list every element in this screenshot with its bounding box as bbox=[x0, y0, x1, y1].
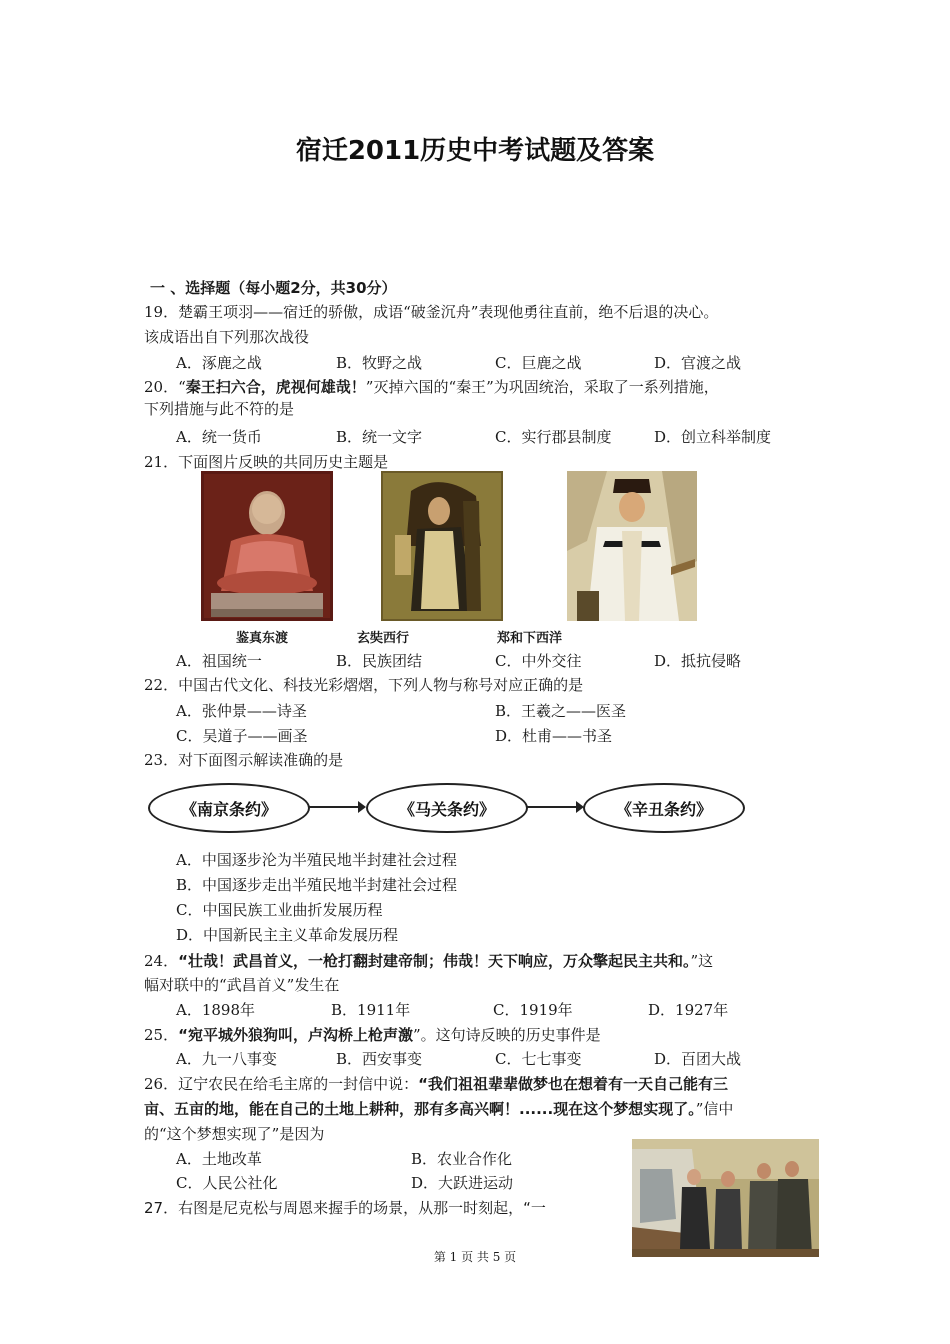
page-title: 宿迁2011历史中考试题及答案 bbox=[295, 136, 655, 166]
question-27-line-1: 27．右图是尼克松与周恩来握手的场景，从那一时刻起，“一 bbox=[144, 1199, 546, 1217]
q25-number: 25． bbox=[144, 1026, 179, 1044]
q26-option-c: C．人民公社化 bbox=[176, 1174, 278, 1192]
q21-option-d: D．抵抗侵略 bbox=[654, 652, 742, 670]
q26-option-b: B．农业合作化 bbox=[411, 1150, 513, 1168]
q20-line-1-rest: ”灭掉六国的“秦王”为巩固统治，采取了一系列措施， bbox=[365, 378, 719, 396]
treaty-oval-xinchou bbox=[583, 783, 745, 833]
q24-line-1-rest: ”这 bbox=[690, 952, 714, 970]
treaty-oval-nanjing bbox=[148, 783, 310, 833]
q20-number: 20． bbox=[144, 378, 179, 396]
question-26-line-3: 的“这个梦想实现了”是因为 bbox=[144, 1125, 325, 1143]
q25-option-d: D．百团大战 bbox=[654, 1050, 742, 1068]
q23-option-b: B．中国逐步走出半殖民地半封建社会过程 bbox=[176, 876, 458, 894]
question-20-line-1 bbox=[144, 376, 719, 398]
q24-option-a: A．1898年 bbox=[176, 1001, 256, 1019]
q19-option-d: D．官渡之战 bbox=[654, 354, 742, 372]
q24-option-b: B．1911年 bbox=[331, 1001, 411, 1019]
caption-xuanzang: 玄奘西行 bbox=[357, 631, 410, 646]
question-22-line-1: 22．中国古代文化、科技光彩熠熠，下列人物与称号对应正确的是 bbox=[144, 676, 584, 694]
caption-jianzhen: 鉴真东渡 bbox=[236, 631, 289, 646]
treaty-oval-maguan bbox=[366, 783, 528, 833]
question-20-line-2: 下列措施与此不符的是 bbox=[144, 400, 295, 418]
xuanzang-painting-image bbox=[381, 471, 503, 621]
treaty-maguan: 《马关条约》 bbox=[398, 799, 495, 819]
q24-option-c: C．1919年 bbox=[493, 1001, 573, 1019]
q26-option-a: A．土地改革 bbox=[176, 1150, 262, 1168]
q23-option-c: C．中国民族工业曲折发展历程 bbox=[176, 901, 383, 919]
q20-option-b: B．统一文字 bbox=[336, 428, 423, 446]
q21-option-a: A．祖国统一 bbox=[176, 652, 262, 670]
page-footer: 第 1 页 共 5 页 bbox=[433, 1250, 517, 1264]
question-19-line-1: 19．楚霸王项羽——宿迁的骄傲，成语“破釜沉舟”表现他勇往直前，绝不后退的决心。 bbox=[144, 303, 719, 321]
question-24-line-2: 幅对联中的“武昌首义”发生在 bbox=[144, 976, 340, 994]
q23-option-d: D．中国新民主主义革命发展历程 bbox=[176, 926, 399, 944]
q22-option-d: D．杜甫——书圣 bbox=[495, 727, 613, 745]
question-26-line-2 bbox=[144, 1098, 733, 1120]
question-21-line-1: 21．下面图片反映的共同历史主题是 bbox=[144, 453, 389, 471]
q20-quote: 秦王扫六合，虎视何雄哉！ bbox=[185, 378, 366, 396]
arrow-right-icon bbox=[306, 798, 368, 816]
q21-option-b: B．民族团结 bbox=[336, 652, 423, 670]
q19-option-a: A．涿鹿之战 bbox=[176, 354, 262, 372]
question-24-line-1 bbox=[144, 950, 713, 972]
q25-option-a: A．九一八事变 bbox=[176, 1050, 277, 1068]
q25-line-1-rest: ”。这句诗反映的历史事件是 bbox=[412, 1026, 601, 1044]
nixon-zhou-handshake-image bbox=[632, 1139, 819, 1257]
q22-option-c: C．吴道子——画圣 bbox=[176, 727, 308, 745]
question-26-line-1 bbox=[144, 1073, 728, 1095]
q19-option-c: C．巨鹿之战 bbox=[495, 354, 582, 372]
q23-option-a: A．中国逐步沦为半殖民地半封建社会过程 bbox=[176, 851, 457, 869]
question-19-line-2: 该成语出自下列那次战役 bbox=[144, 328, 310, 346]
q25-poem: “宛平城外狼狗叫，卢沟桥上枪声激 bbox=[178, 1026, 413, 1044]
q24-number: 24． bbox=[144, 952, 179, 970]
q25-option-c: C．七七事变 bbox=[495, 1050, 582, 1068]
q19-option-b: B．牧野之战 bbox=[336, 354, 423, 372]
treaty-nanjing: 《南京条约》 bbox=[180, 799, 277, 819]
zhenghe-painting-image bbox=[567, 471, 697, 621]
q21-option-c: C．中外交往 bbox=[495, 652, 582, 670]
q24-couplet: “壮哉！武昌首义，一枪打翻封建帝制；伟哉！天下响应，万众擎起民主共和。 bbox=[178, 952, 691, 970]
section-heading: 一 、选择题（每小题2分，共30分） bbox=[150, 279, 397, 297]
q25-option-b: B．西安事变 bbox=[336, 1050, 423, 1068]
question-25-line-1 bbox=[144, 1024, 601, 1046]
q26-line-2-rest: ”信中 bbox=[695, 1100, 734, 1118]
q20-option-d: D．创立科举制度 bbox=[654, 428, 772, 446]
q22-option-b: B．王羲之——医圣 bbox=[495, 702, 627, 720]
q20-quote-open: “ bbox=[178, 378, 186, 396]
q24-option-d: D．1927年 bbox=[648, 1001, 729, 1019]
jianzhen-statue-image bbox=[201, 471, 333, 621]
treaty-xinchou: 《辛丑条约》 bbox=[615, 799, 712, 819]
arrow-right-icon bbox=[524, 798, 586, 816]
q22-option-a: A．张仲景——诗圣 bbox=[176, 702, 307, 720]
q26-option-d: D．大跃进运动 bbox=[411, 1174, 514, 1192]
caption-zhenghe: 郑和下西洋 bbox=[497, 631, 563, 646]
q26-letter-part-1: “我们祖祖辈辈做梦也在想着有一天自己能有三 bbox=[418, 1075, 728, 1093]
q20-option-a: A．统一货币 bbox=[176, 428, 262, 446]
question-23-line-1: 23．对下面图示解读准确的是 bbox=[144, 751, 344, 769]
q20-option-c: C．实行郡县制度 bbox=[495, 428, 612, 446]
q26-letter-part-2: 亩、五亩的地，能在自己的土地上耕种，那有多高兴啊！......现在这个梦想实现了。 bbox=[144, 1100, 696, 1118]
q26-line-1-intro: 26．辽宁农民在给毛主席的一封信中说： bbox=[144, 1075, 419, 1093]
